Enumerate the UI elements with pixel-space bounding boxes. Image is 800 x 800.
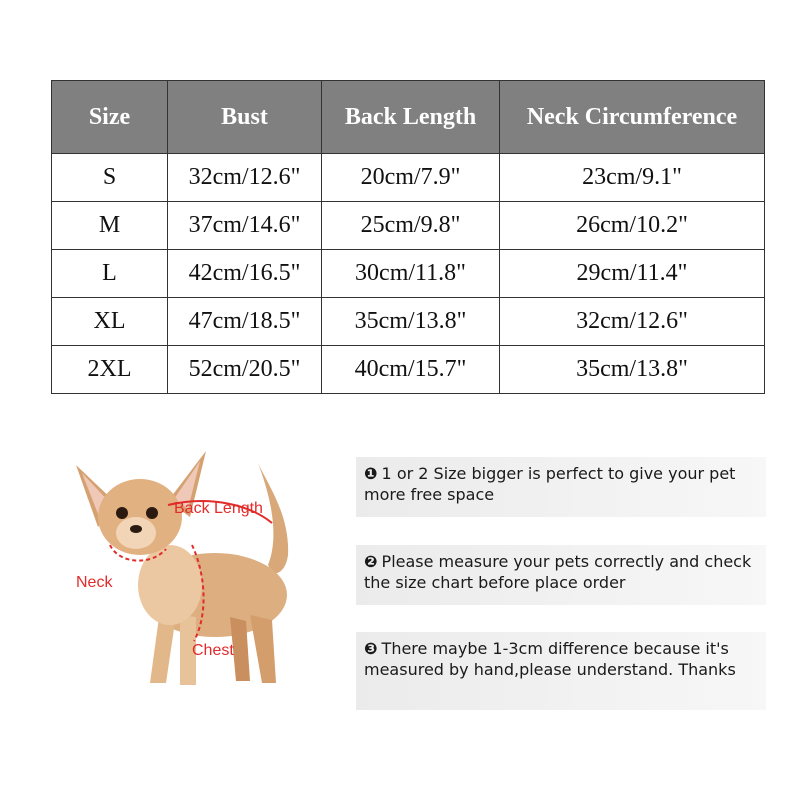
cell-size: S [52, 154, 168, 202]
note-number-badge: ❶ [364, 464, 378, 483]
header-back-length: Back Length [322, 81, 500, 154]
cell-size: 2XL [52, 346, 168, 394]
cell-back-length: 30cm/11.8" [322, 250, 500, 298]
note-difference-advice [356, 632, 766, 710]
cell-back-length: 20cm/7.9" [322, 154, 500, 202]
dog-measurement-diagram [40, 445, 340, 705]
table-row [52, 202, 765, 250]
note-text: 1 or 2 Size bigger is perfect to give your pet more free space [364, 464, 736, 504]
header-size: Size [52, 81, 168, 154]
header-neck-circumference: Neck Circumference [500, 81, 765, 154]
neck-label: Neck [76, 574, 113, 591]
cell-neck: 35cm/13.8" [500, 346, 765, 394]
cell-neck: 29cm/11.4" [500, 250, 765, 298]
cell-neck: 26cm/10.2" [500, 202, 765, 250]
table-header-row [52, 81, 765, 154]
back-length-label: Back Length [174, 500, 263, 517]
note-number-badge: ❷ [364, 552, 378, 571]
table-row [52, 154, 765, 202]
cell-back-length: 40cm/15.7" [322, 346, 500, 394]
cell-bust: 37cm/14.6" [168, 202, 322, 250]
note-number-badge: ❸ [364, 639, 378, 658]
note-measure-advice [356, 545, 766, 605]
size-chart-table [51, 80, 765, 394]
cell-size: L [52, 250, 168, 298]
cell-size: M [52, 202, 168, 250]
table-row [52, 298, 765, 346]
cell-bust: 42cm/16.5" [168, 250, 322, 298]
cell-bust: 47cm/18.5" [168, 298, 322, 346]
cell-neck: 32cm/12.6" [500, 298, 765, 346]
cell-size: XL [52, 298, 168, 346]
chihuahua-dog-icon [40, 445, 340, 705]
note-text: There maybe 1-3cm difference because it's measured by hand,please understand. Thanks [364, 639, 736, 679]
cell-back-length: 25cm/9.8" [322, 202, 500, 250]
table-row [52, 250, 765, 298]
table-row [52, 346, 765, 394]
header-bust: Bust [168, 81, 322, 154]
chest-label: Chest [192, 642, 234, 659]
note-text: Please measure your pets correctly and check the size chart before place order [364, 552, 752, 592]
cell-bust: 32cm/12.6" [168, 154, 322, 202]
cell-back-length: 35cm/13.8" [322, 298, 500, 346]
note-size-advice [356, 457, 766, 517]
cell-bust: 52cm/20.5" [168, 346, 322, 394]
cell-neck: 23cm/9.1" [500, 154, 765, 202]
